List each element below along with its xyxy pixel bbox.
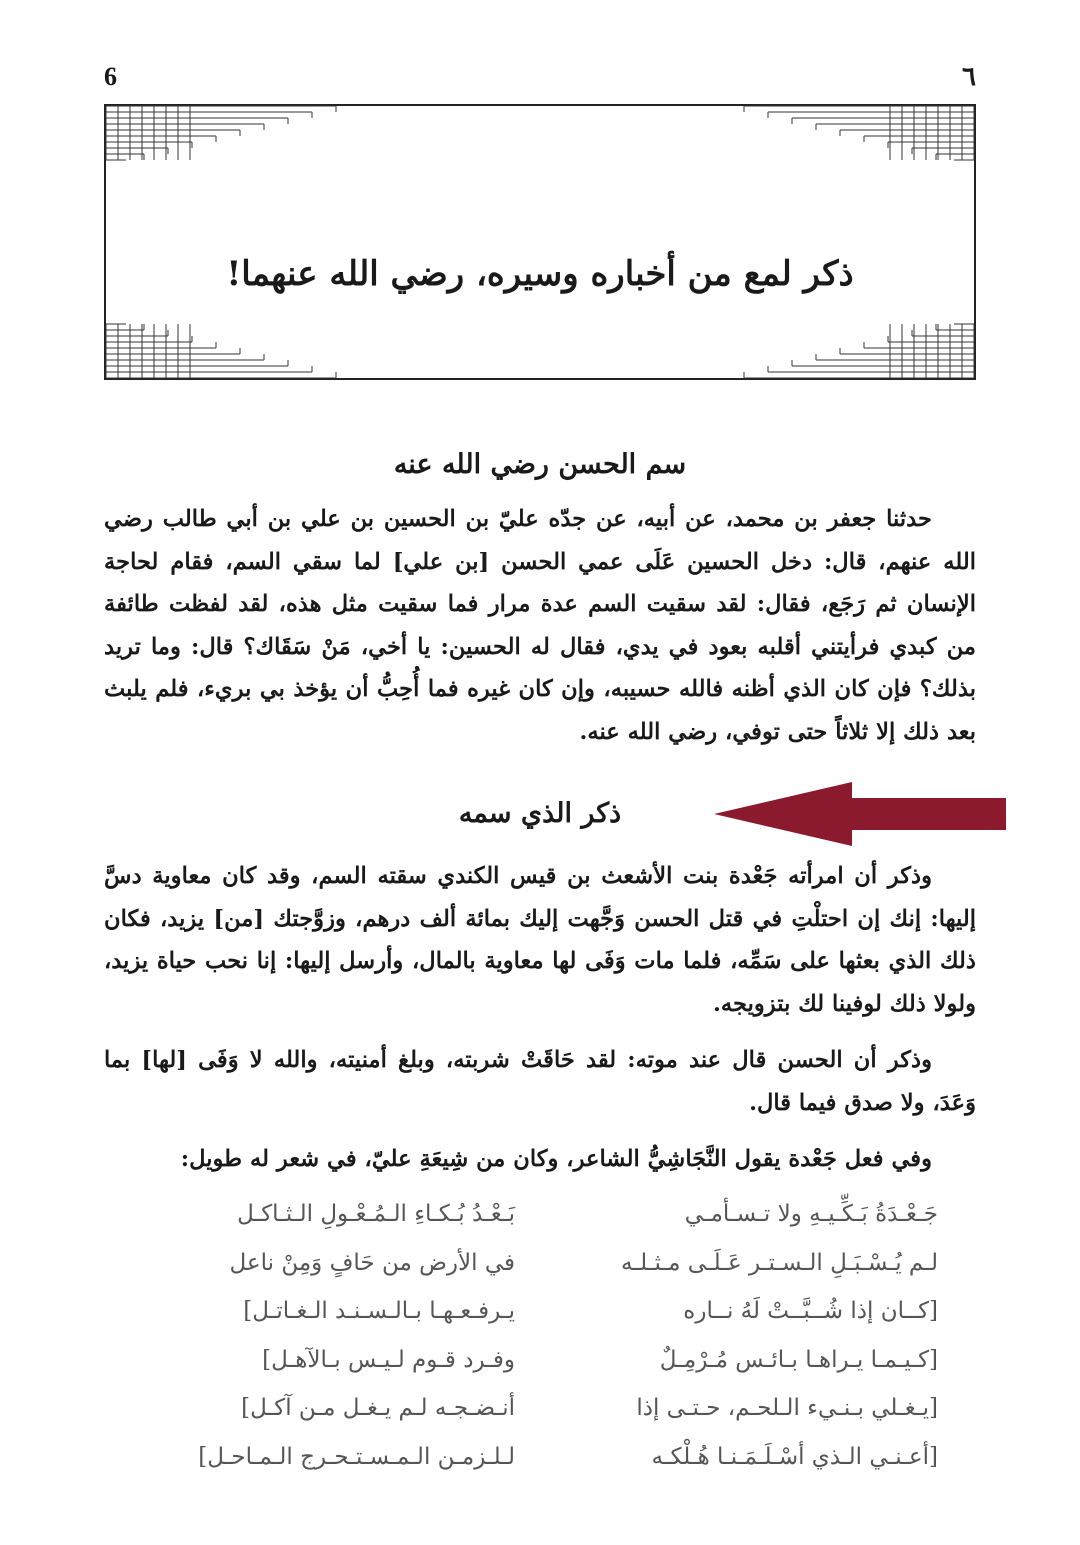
verse-first-hemistich: [كــان إذا شُــبَّــتْ لَهُ نــاره (683, 1298, 938, 1325)
verse-second-hemistich: لـلـزمـن الـمـسـتـحـرج الـمـاحـل] (198, 1443, 515, 1470)
poem-verse (130, 1433, 938, 1482)
poem-intro: وفي فعل جَعْدة يقول النَّجَاشِيُّ الشاعر، وكان من شِيعَةِ عليّ، في شعر له طويل: (180, 1146, 932, 1172)
section-heading-poisoning: سم الحسن رضي الله عنه (393, 449, 687, 480)
page-number-arabic: ٦ (962, 62, 976, 91)
chapter-banner (104, 104, 976, 380)
poem-verse (130, 1190, 938, 1239)
section-paragraph: وذكر أن امرأته جَعْدة بنت الأشعث بن قيس الكندي سقته السم، وقد كان معاوية دسَّ إليها: إنك إن احتلْتِ في قتل الحسن وَجَّهت إليك بمائة ألف درهم، وزوَّجتك [من] يزيد، فكان ذلك الذي بعثها على سَمِّه، فلما مات وَفَى لها معاوية بالمال، وأرسل إليها: إنا نحب حياة يزيد، ولولا ذلك لوفينا لك بتزويجه. (104, 863, 976, 1017)
poem-verse (130, 1239, 938, 1288)
verse-first-hemistich: [أعـنـي الـذي أسْـلَـمَـنـا هُـلْكـه (651, 1443, 938, 1470)
verse-second-hemistich: في الأرض من حَافٍ وَمِنْ ناعل (229, 1249, 515, 1276)
verse-second-hemistich: يـرفـعـهـا بـالـسـنـد الـغـاتـل] (243, 1298, 515, 1325)
verse-first-hemistich: لـم يُـسْـبَـلِ الـسـتـر عَـلَـى مـثـلـه (621, 1249, 938, 1276)
verse-first-hemistich: [كـيـمـا يـراهـا بـائـس مُـرْمِـلٌ (659, 1346, 938, 1373)
poem-verse (130, 1336, 938, 1385)
poem-verse (130, 1287, 938, 1336)
verse-second-hemistich: أنـضـجـه لـم يـغـل مـن آكـل] (241, 1395, 515, 1422)
section-paragraph: حدثنا جعفر بن محمد، عن أبيه، عن جدّه عليّ بن الحسين بن علي بن أبي طالب رضي الله عنهم، قال: دخل الحسين عَلَى عمي الحسن [بن علي] لما سقي السم، فقام لحاجة الإنسان ثم رَجَع، فقال: لقد سقيت السم عدة مرار فما سقيت مثل هذه، لقد لفظت طائفة من كبدي فرأيتني أقلبه بعود في يدي، فقال له الحسين: يا أخي، مَنْ سَقَاك؟ قال: وما تريد بذلك؟ فإن كان الذي أظنه فالله حسيبه، وإن كان غيره فما أُحِبُّ أن يؤخذ بي بريء، فلم يلبث بعد ذلك إلا ثلاثاً حتى توفي، رضي الله عنه. (104, 506, 976, 745)
poem-verse (130, 1384, 938, 1433)
verse-first-hemistich: [يـغـلي بـنـيء الـلحـم، حـتـى إذا (636, 1395, 938, 1422)
chapter-title: ذكر لمع من أخباره وسيره، رضي الله عنهما! (226, 254, 854, 294)
verse-second-hemistich: بَـعْـدُ بُـكـاءِ الـمُـعْـولِ الـثـاكـل (237, 1201, 515, 1228)
section-paragraph: وذكر أن الحسن قال عند موته: لقد حَاقَتْ شربته، وبلغ أمنيته، والله لا وَفَى [لها] بما وَعَدَ، ولا صدق فيما قال. (104, 1047, 976, 1116)
verse-second-hemistich: وفـرد قـوم لـيـس بـالآهـل] (262, 1346, 515, 1373)
verse-first-hemistich: جَـعْـدَةُ بَـكِّـيـهِ ولا تـسـأمـي (684, 1201, 938, 1228)
page-number-latin: 6 (104, 62, 117, 91)
section-heading-poisoner: ذكر الذي سمه (458, 798, 622, 829)
banner-frame (104, 104, 976, 380)
poem (130, 1190, 938, 1481)
